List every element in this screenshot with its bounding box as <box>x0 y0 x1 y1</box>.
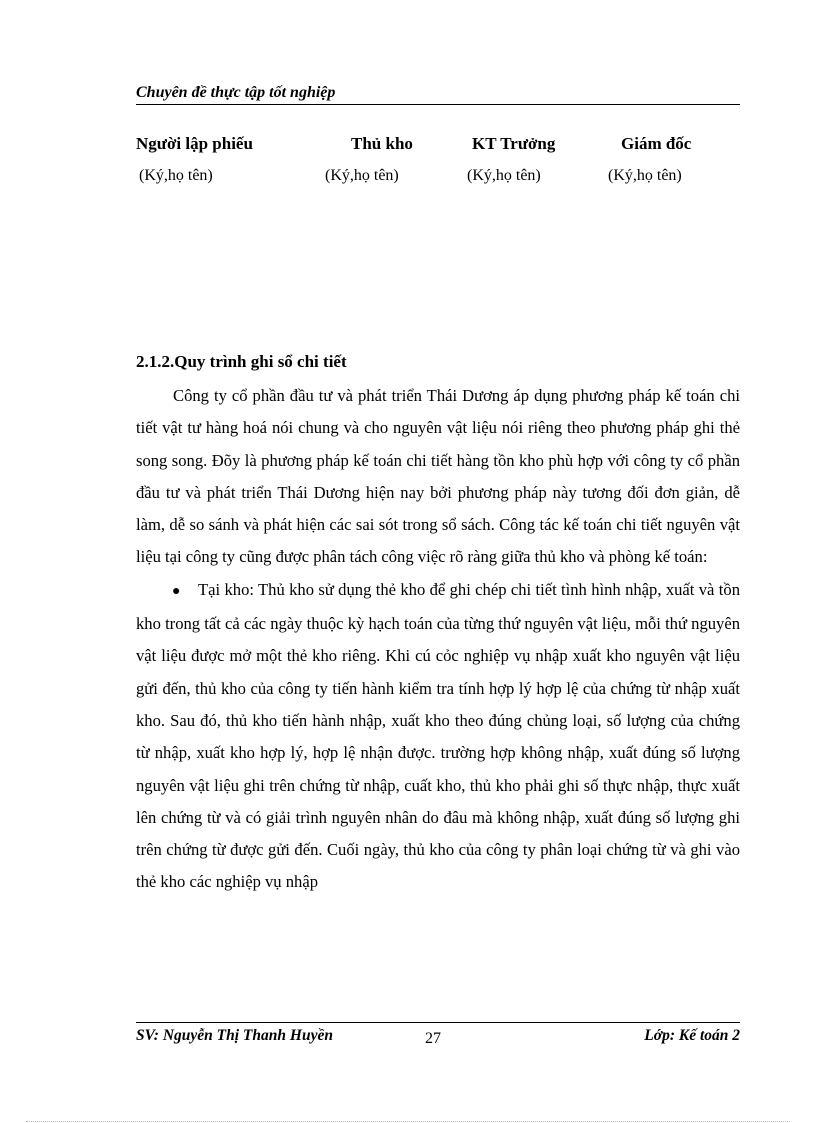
body-text <box>136 380 740 899</box>
bullet-paragraph <box>136 574 740 899</box>
signature-title-storekeeper: Thủ kho <box>351 134 413 153</box>
header-rule <box>136 104 740 105</box>
page-edge-divider <box>26 1121 790 1122</box>
signature-title-director: Giám đốc <box>621 134 692 153</box>
bullet-text: Tại kho: Thủ kho sử dụng thẻ kho để ghi chép chi tiết tình hình nhập, xuất và tồn kho trong tất cả các ngày thuộc kỳ hạch toán của từng thứ nguyên vật liệu, mỗi thứ nguyên vật liệu được mở một thẻ kho riêng. Khi cú cỏc nghiệp vụ nhập xuất kho nguyên vật liệu gửi đến, thủ kho của công ty tiến hành kiểm tra tính hợp lý hợp lệ của chứng từ nhập xuất kho. Sau đó, thủ kho tiến hành nhập, xuất kho theo đúng chủng loại, số lượng của chứng từ nhập, xuất kho hợp lý, hợp lệ nhận được. trường hợp không nhập, xuất đúng số lượng nguyên vật liệu ghi trên chứng từ nhập, cuất kho, thủ kho phải ghi số thực nhập, thực xuất lên chứng từ và có giải trình nguyên nhân do đâu mà không nhập, xuất đúng số lượng ghi trên chứng từ được gửi đến. Cuối ngày, thủ kho của công ty phân loại chứng từ và ghi vào thẻ kho các nghiệp vụ nhập <box>136 579 740 892</box>
footer-class: Lớp: Kế toán 2 <box>644 1027 740 1044</box>
signature-note-director: (Ký,họ tên) <box>608 167 682 184</box>
bullet-icon: ● <box>172 583 181 599</box>
footer-rule <box>136 1022 740 1023</box>
footer-student-name: SV: Nguyễn Thị Thanh Huyền <box>136 1027 333 1044</box>
paragraph-intro: Công ty cổ phần đầu tư và phát triển Thái Dương áp dụng phương pháp kế toán chi tiết vật tư hàng hoá nói chung và cho nguyên vật liệu nói riêng theo phương pháp ghi thẻ song song. Đõy là phương pháp kế toán chi tiết hàng tồn kho phù hợp với công ty cổ phần đầu tư và phát triển Thái Dương hiện nay bởi phương pháp này tương đối đơn giản, dễ làm, dễ so sánh và phát hiện các sai sót trong sổ sách. Công tác kế toán chi tiết nguyên vật liệu tại công ty cũng được phân tách công việc rõ ràng giữa thủ kho và phòng kế toán: <box>136 386 740 567</box>
signature-note-preparer: (Ký,họ tên) <box>139 167 213 184</box>
signature-title-preparer: Người lập phiếu <box>136 134 253 153</box>
section-heading: 2.1.2.Quy trình ghi sổ chi tiết <box>136 352 347 371</box>
signature-note-chief-accountant: (Ký,họ tên) <box>467 167 541 184</box>
footer-page-number: 27 <box>425 1030 441 1047</box>
signature-title-chief-accountant: KT Trưởng <box>472 134 556 153</box>
header-title: Chuyên đề thực tập tốt nghiệp <box>136 84 336 101</box>
signature-note-storekeeper: (Ký,họ tên) <box>325 167 399 184</box>
